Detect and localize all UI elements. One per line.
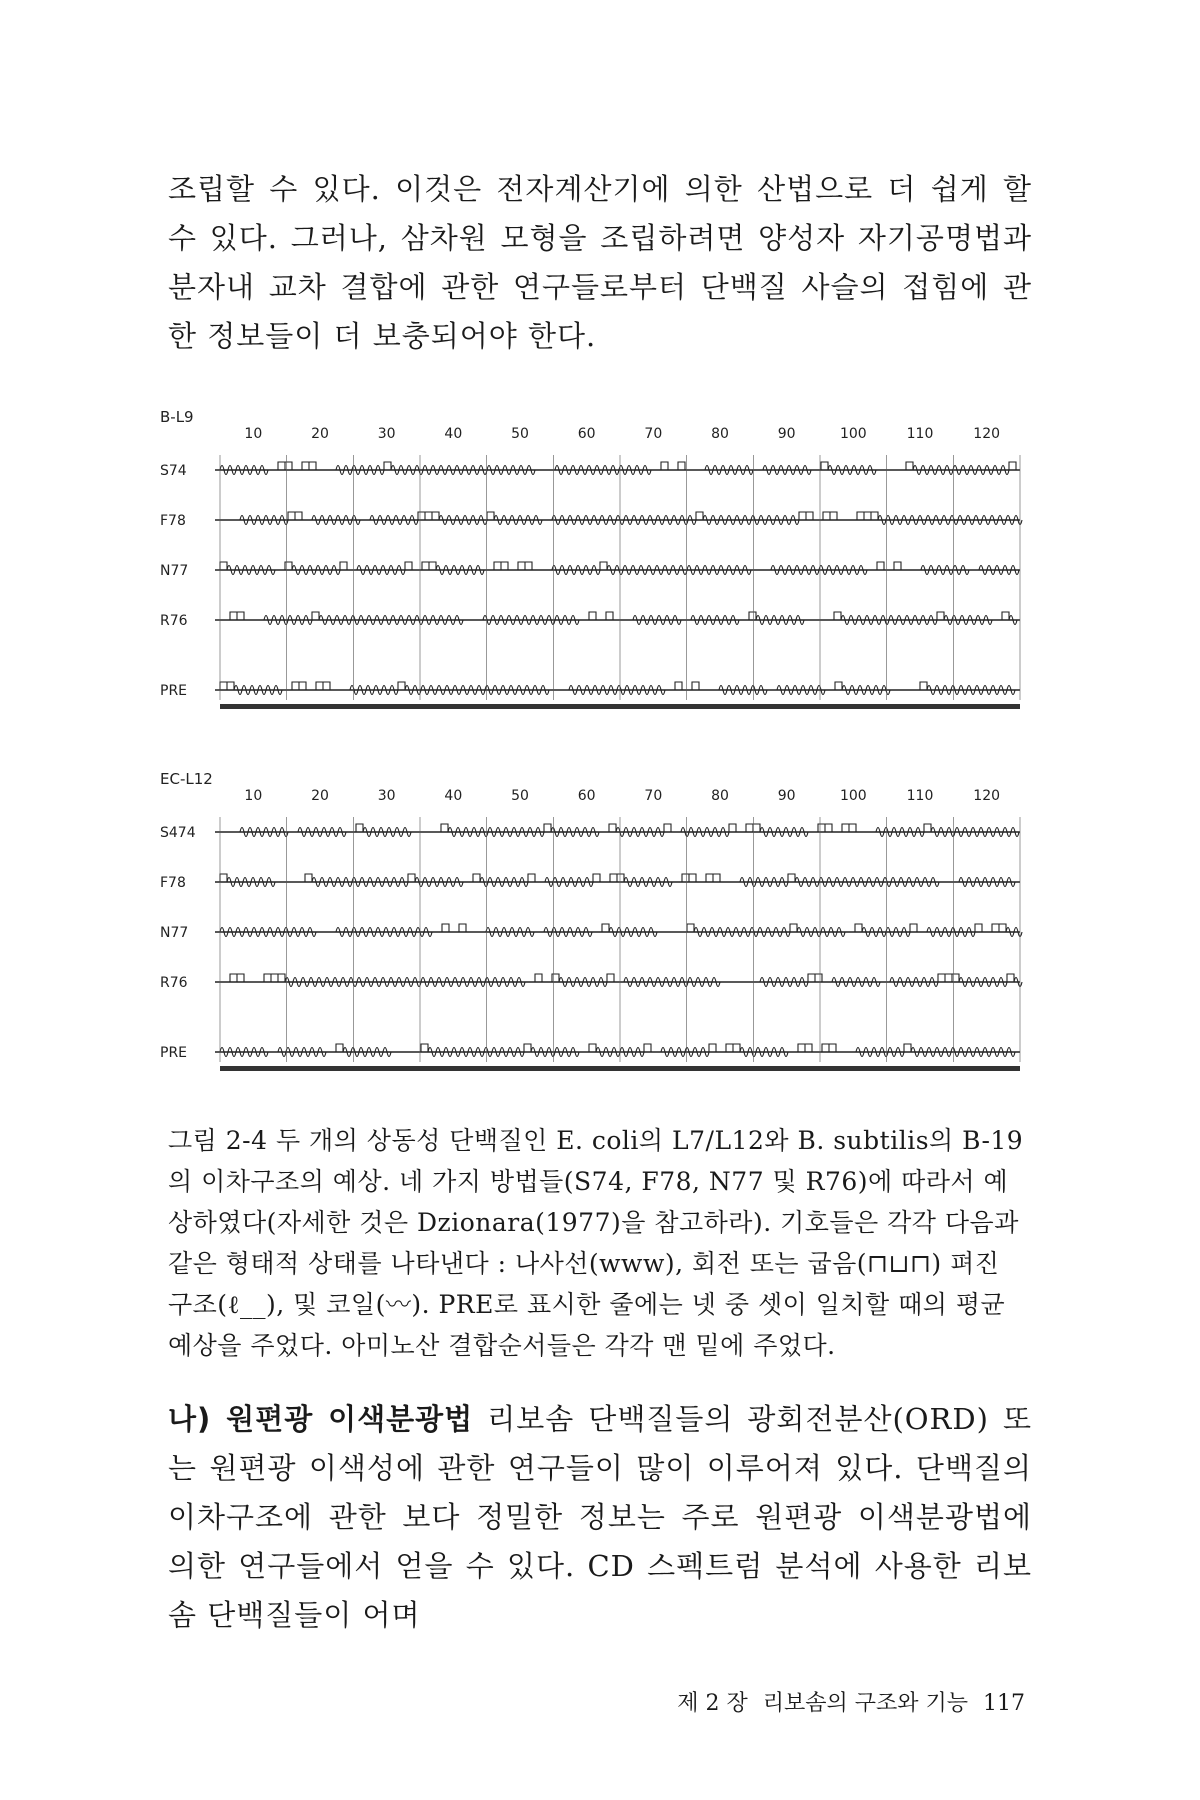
tick-label: 40 bbox=[444, 788, 463, 804]
tick-label: 40 bbox=[444, 426, 463, 442]
secondary-structure-diagram-ec-l12 bbox=[160, 762, 1030, 1082]
structure-trace bbox=[220, 562, 1019, 575]
tick-label: 60 bbox=[577, 426, 596, 442]
tick-label: 80 bbox=[711, 426, 729, 442]
structure-trace bbox=[220, 612, 1017, 625]
row-label: F78 bbox=[160, 875, 186, 891]
amino-acid-sequence-strip bbox=[220, 704, 1020, 709]
page-number: 117 bbox=[983, 1691, 1025, 1716]
tick-label: 90 bbox=[777, 788, 796, 804]
body-paragraph-top: 조립할 수 있다. 이것은 전자계산기에 의한 산법으로 더 쉽게 할 수 있다. 그러나, 삼차원 모형을 조립하려면 양성자 자기공명법과 분자내 교차 결합에 관한 연구들로부터 단백질 사슬의 접힘에 관한 정보들이 더 보충되어야 한다. bbox=[168, 172, 1032, 353]
tick-label: 10 bbox=[244, 788, 263, 804]
structure-tracks bbox=[215, 817, 1022, 1071]
figure-ec-l12 bbox=[160, 762, 1030, 1082]
tick-label: 120 bbox=[973, 788, 1001, 804]
tick-label: 110 bbox=[906, 426, 934, 442]
tick-label: 70 bbox=[644, 426, 663, 442]
row-label: N77 bbox=[160, 925, 189, 941]
tick-label: 30 bbox=[377, 426, 396, 442]
row-label: F78 bbox=[160, 513, 186, 529]
row-label: PRE bbox=[160, 1045, 188, 1061]
secondary-structure-diagram-b-l9 bbox=[160, 400, 1030, 720]
structure-trace bbox=[220, 1044, 1015, 1057]
structure-tracks bbox=[215, 455, 1022, 709]
tick-label: 100 bbox=[839, 788, 867, 804]
figure-label: EC-L12 bbox=[160, 770, 213, 788]
amino-acid-sequence-strip bbox=[220, 1066, 1020, 1071]
section-body: 리보솜 단백질들의 광회전분산(ORD) 또는 원편광 이색성에 관한 연구들이 많이 이루어져 있다. 단백질의 이차구조에 관한 보다 정밀한 정보는 주로 원편광 이색분광법에 의한 연구들에서 얻을 수 있다. CD 스펙트럼 분석에 사용한 리보솜 단백질들이 어며 bbox=[168, 1402, 1033, 1632]
tick-label: 50 bbox=[511, 426, 529, 442]
structure-trace bbox=[220, 924, 1022, 937]
chapter-title: 리보솜의 구조와 기능 bbox=[762, 1691, 968, 1716]
structure-trace bbox=[220, 874, 1015, 887]
chapter-number: 제 2 장 bbox=[677, 1691, 748, 1716]
row-label: PRE bbox=[160, 683, 188, 699]
figure-caption: 그림 2-4 두 개의 상동성 단백질인 E. coli의 L7/L12와 B. subtilis의 B-19의 이차구조의 예상. 네 가지 방법들(S74, F78, N77 및 R76)에 따라서 예상하였다(자세한 것은 Dzionara(1977)을 참고하라). 기호들은 각각 다음과 같은 형태적 상태를 나타낸다 : 나사선(ᴡᴡᴡ), 회전 또는 굽음(⊓⊔⊓) 펴진 구조(ℓ__), 및 코일(〰). PRE로 표시한 줄에는 넷 중 셋이 일치할 때의 평균 예상을 주었다. 아미노산 결합순서들은 각각 맨 밑에 주었다. bbox=[168, 1126, 1024, 1360]
row-label: S474 bbox=[160, 825, 196, 841]
tick-label: 60 bbox=[577, 788, 596, 804]
body-paragraph-bottom bbox=[168, 1395, 1032, 1640]
row-labels bbox=[160, 463, 188, 699]
structure-trace bbox=[220, 824, 1019, 837]
tick-label: 20 bbox=[311, 426, 329, 442]
tick-label: 90 bbox=[777, 426, 796, 442]
structure-trace bbox=[220, 974, 1022, 987]
row-label: S74 bbox=[160, 463, 187, 479]
row-label: N77 bbox=[160, 563, 189, 579]
figure-label: B-L9 bbox=[160, 408, 194, 426]
tick-label: 30 bbox=[377, 788, 396, 804]
tick-label: 80 bbox=[711, 788, 729, 804]
section-heading: 나) 원편광 이색분광법 bbox=[168, 1402, 474, 1436]
tick-label: 20 bbox=[311, 788, 329, 804]
structure-trace bbox=[220, 682, 1015, 695]
tick-label: 50 bbox=[511, 788, 529, 804]
tick-label: 10 bbox=[244, 426, 263, 442]
row-label: R76 bbox=[160, 975, 188, 991]
row-labels bbox=[160, 825, 196, 1061]
figure-b-l9 bbox=[160, 400, 1030, 720]
tick-label: 100 bbox=[839, 426, 867, 442]
structure-trace bbox=[220, 512, 1022, 525]
structure-trace bbox=[220, 462, 1016, 475]
tick-labels bbox=[244, 426, 1000, 442]
row-label: R76 bbox=[160, 613, 188, 629]
tick-label: 120 bbox=[973, 426, 1001, 442]
tick-labels bbox=[244, 788, 1000, 804]
tick-label: 70 bbox=[644, 788, 663, 804]
page-footer bbox=[669, 1686, 1025, 1717]
tick-label: 110 bbox=[906, 788, 934, 804]
